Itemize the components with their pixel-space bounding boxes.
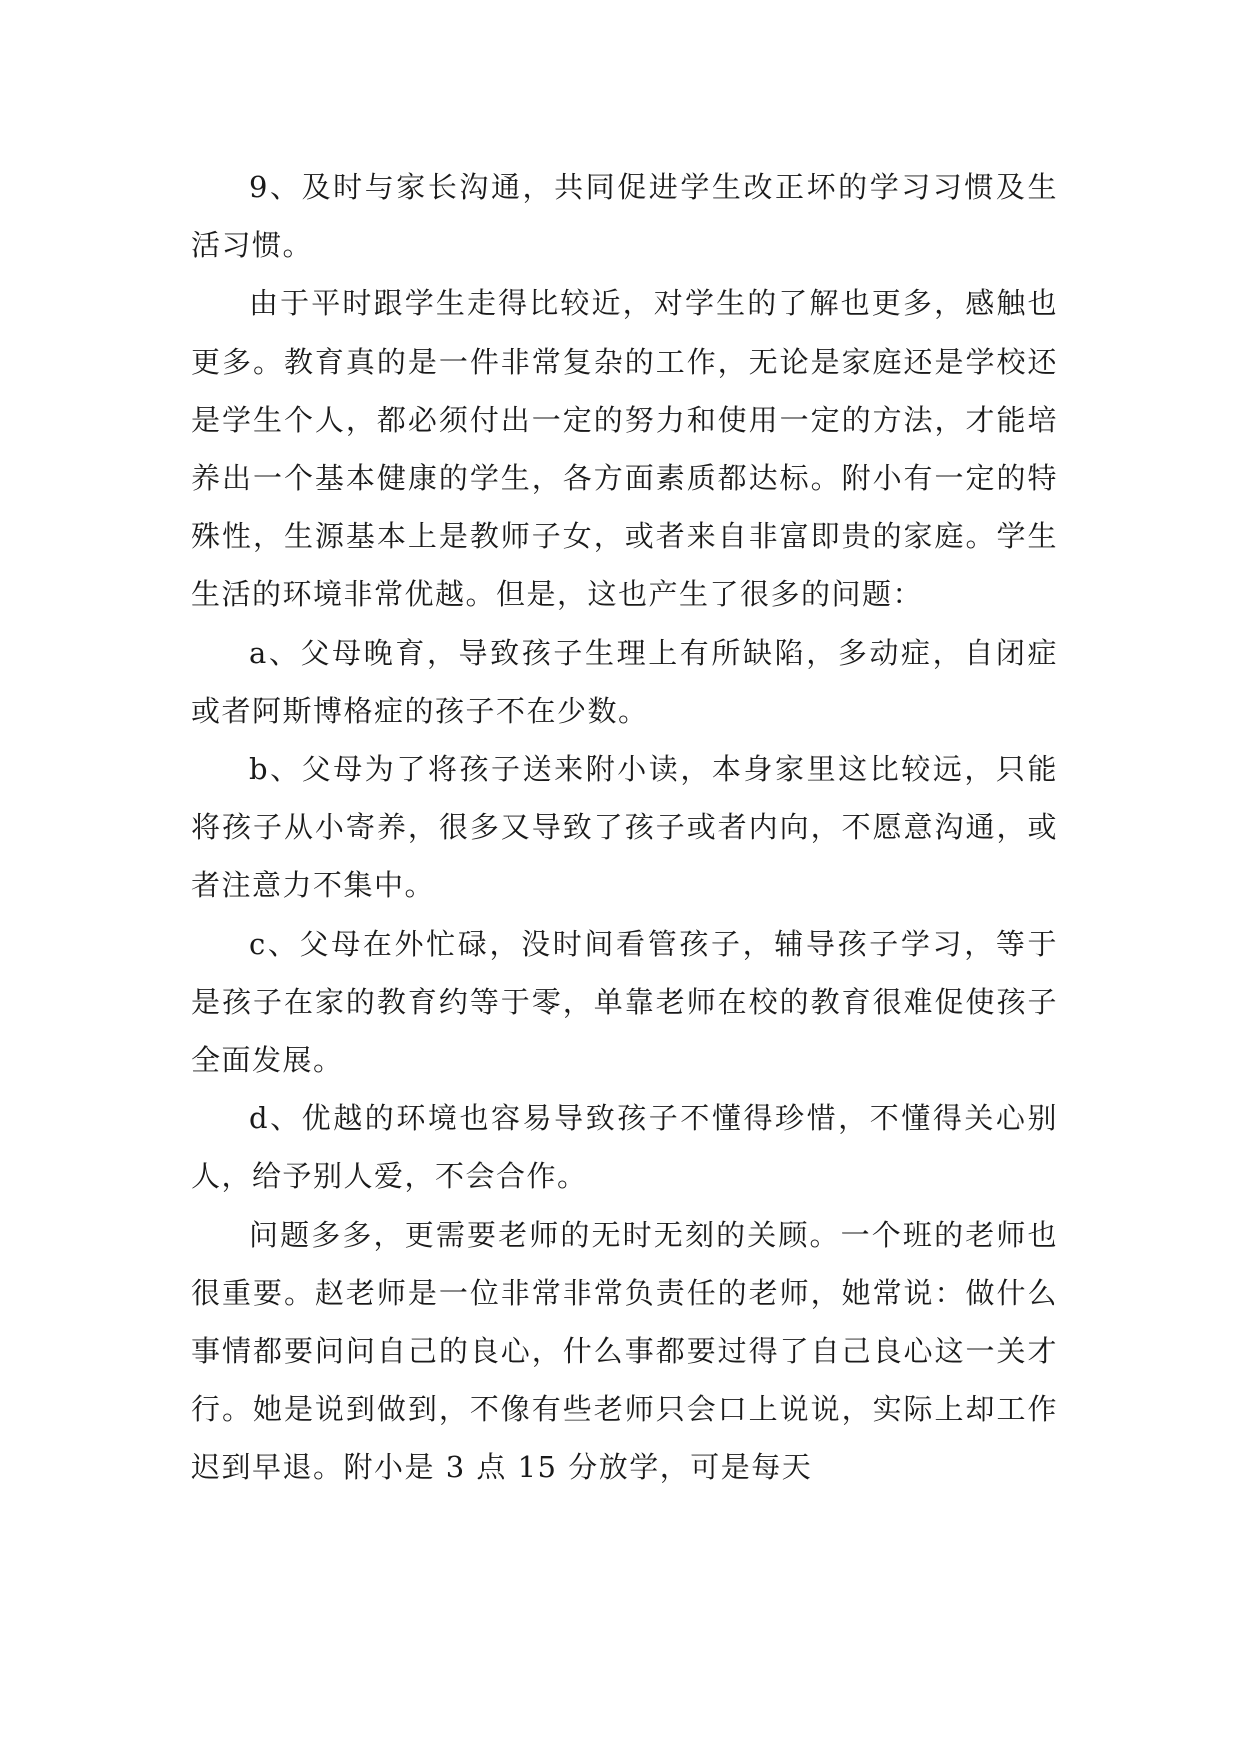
- document-body: [191, 158, 1058, 1497]
- paragraph-problem-d: d、优越的环境也容易导致孩子不懂得珍惜，不懂得关心别人，给予别人爱，不会合作。: [191, 1101, 1058, 1194]
- paragraph-item-9: 9、及时与家长沟通，共同促进学生改正坏的学习习惯及生活习惯。: [191, 170, 1058, 263]
- paragraph-problem-c: c、父母在外忙碌，没时间看管孩子，辅导孩子学习，等于是孩子在家的教育约等于零，单靠老师在校的教育很难促使孩子全面发展。: [191, 926, 1058, 1078]
- paragraph-problem-b: b、父母为了将孩子送来附小读，本身家里这比较远，只能将孩子从小寄养，很多又导致了孩子或者内向，不愿意沟通，或者注意力不集中。: [191, 752, 1058, 903]
- paragraph-problem-a: a、父母晚育，导致孩子生理上有所缺陷，多动症，自闭症或者阿斯博格症的孩子不在少数。: [191, 635, 1058, 728]
- paragraph-observations: 由于平时跟学生走得比较近，对学生的了解也更多，感触也更多。教育真的是一件非常复杂的工作，无论是家庭还是学校还是学生个人，都必须付出一定的努力和使用一定的方法，才能培养出一个基本健康的学生，各方面素质都达标。附小有一定的特殊性，生源基本上是教师子女，或者来自非富即贵的家庭。学生生活的环境非常优越。但是，这也产生了很多的问题：: [191, 286, 1058, 612]
- paragraph-teacher-zhao: 问题多多，更需要老师的无时无刻的关顾。一个班的老师也很重要。赵老师是一位非常非常负责任的老师，她常说：做什么事情都要问问自己的良心，什么事都要过得了自己良心这一关才行。她是说到做到，不像有些老师只会口上说说，实际上却工作迟到早退。附小是 3 点 15 分放学，可是每天: [191, 1217, 1058, 1485]
